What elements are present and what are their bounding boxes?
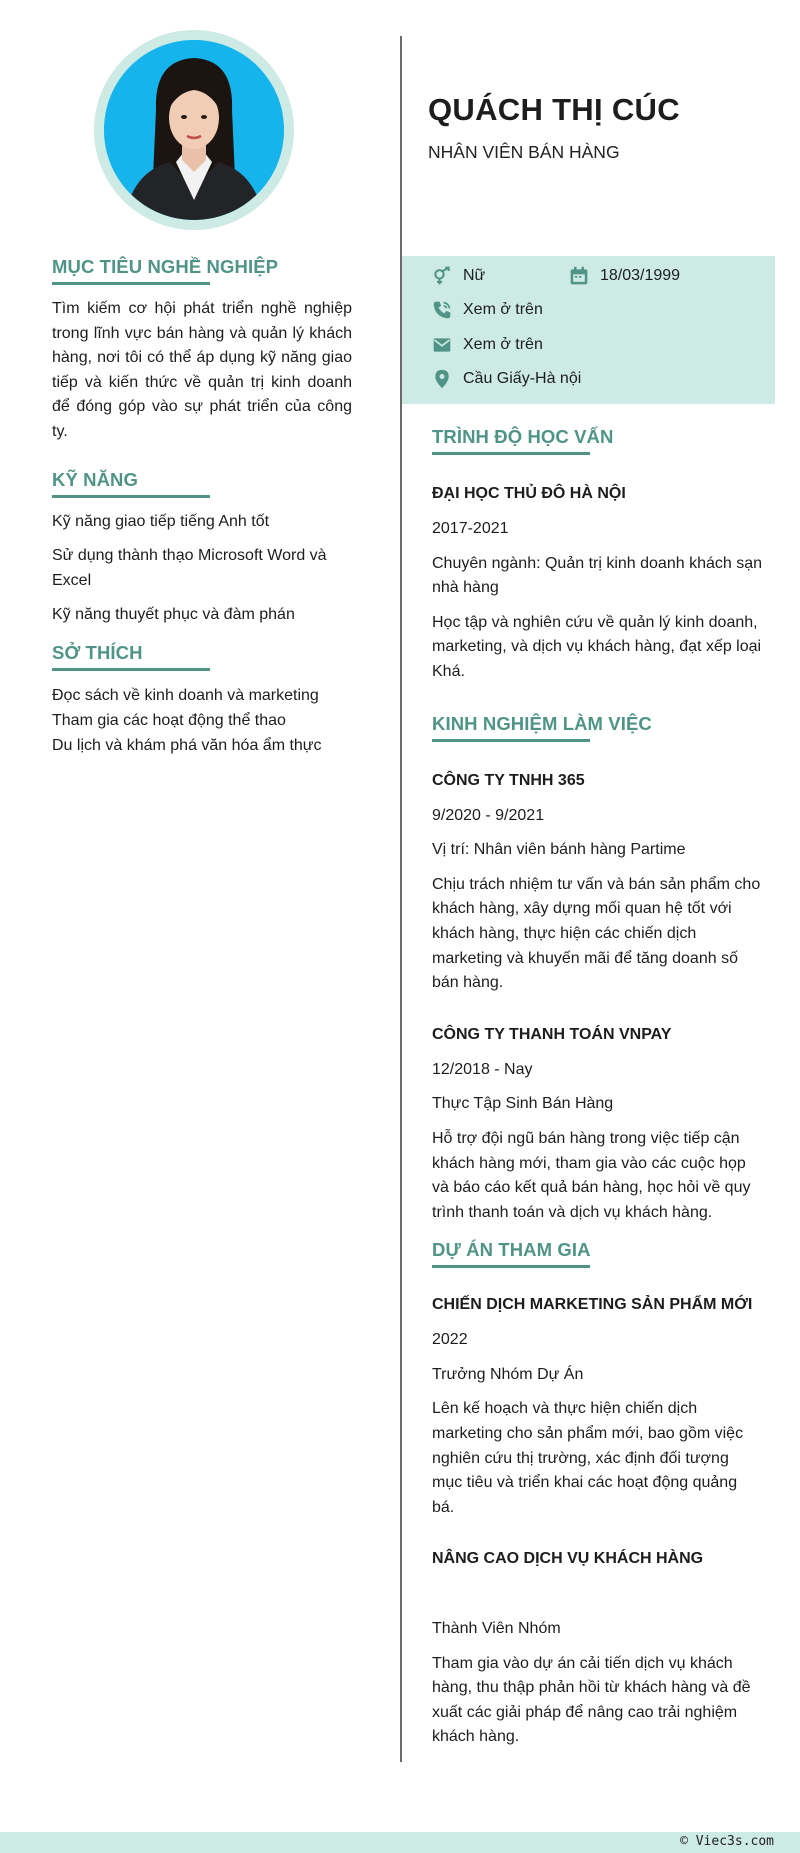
- location-icon: [432, 369, 452, 389]
- work-period: 9/2020 - 9/2021: [432, 806, 545, 824]
- project-name: NÂNG CAO DỊCH VỤ KHÁCH HÀNG: [432, 1550, 704, 1568]
- objective-title: MỤC TIÊU NGHỀ NGHIỆP: [52, 256, 279, 277]
- contact-panel: [402, 256, 775, 404]
- phone-value: Xem ở trên: [463, 301, 543, 318]
- project-description: Tham gia vào dự án cải tiến dịch vụ khách hàng, thu thập phản hồi từ khách hàng và đề xuất các giải pháp để nâng cao trải nghiệm khách hàng.: [432, 1654, 751, 1746]
- objective-text: Tìm kiếm cơ hội phát triển nghề nghiệp trong lĩnh vực bán hàng và quản lý khách hàng, nơi tôi có thể áp dụng kỹ năng giao tiếp và kiến thức về quản trị kinh doanh để đóng góp vào sự phát triển của công ty.: [52, 300, 352, 440]
- hobby-item: Đọc sách về kinh doanh và marketing: [52, 686, 319, 704]
- gender-icon: [432, 266, 452, 286]
- candidate-name: QUÁCH THỊ CÚC: [428, 92, 680, 127]
- gender-value: Nữ: [463, 267, 486, 284]
- contact-gender: [432, 266, 485, 286]
- education-underline: [432, 452, 590, 455]
- left-column: [52, 256, 352, 758]
- experience-underline: [432, 739, 590, 742]
- project-role: Thành Viên Nhóm: [432, 1620, 561, 1638]
- project-year: 2022: [432, 1331, 468, 1349]
- hobby-item: Tham gia các hoạt động thể thao: [52, 711, 286, 729]
- projects-title: DỰ ÁN THAM GIA: [432, 1239, 591, 1261]
- objective-underline: [52, 282, 210, 285]
- profile-photo: [104, 40, 284, 220]
- email-value: Xem ở trên: [463, 336, 543, 353]
- skill-item: Kỹ năng thuyết phục và đàm phán: [52, 606, 295, 624]
- skills-underline: [52, 495, 210, 498]
- work-description: Chịu trách nhiệm tư vấn và bán sản phẩm cho khách hàng, xây dựng mối quan hệ tốt với khách hàng, thực hiện các chiến dịch marketing và khuyến mãi để tăng doanh số bán hàng.: [432, 875, 761, 992]
- work-position: Thực Tập Sinh Bán Hàng: [432, 1095, 614, 1113]
- footer-copyright: © Viec3s.com: [680, 1834, 774, 1849]
- project-year: [432, 1582, 762, 1607]
- contact-email: [432, 335, 543, 355]
- education-period: 2017-2021: [432, 520, 509, 537]
- hobby-item: Du lịch và khám phá văn hóa ẩm thực: [52, 736, 322, 754]
- address-value: Cầu Giấy-Hà nội: [463, 370, 582, 387]
- work-period: 12/2018 - Nay: [432, 1060, 533, 1078]
- avatar: [104, 40, 284, 220]
- skill-item: Sử dụng thành thạo Microsoft Word và Excel: [52, 547, 327, 589]
- skill-item: Kỹ năng giao tiếp tiếng Anh tốt: [52, 512, 270, 530]
- hobbies-title: SỞ THÍCH: [52, 641, 143, 663]
- education-title: TRÌNH ĐỘ HỌC VẤN: [432, 426, 614, 447]
- avatar-frame: [94, 30, 294, 230]
- work-position: Vị trí: Nhân viên bánh hàng Partime: [432, 841, 686, 859]
- contact-phone: [432, 300, 543, 320]
- skills-title: KỸ NĂNG: [52, 468, 139, 490]
- phone-icon: [432, 300, 452, 320]
- birthday-value: 18/03/1999: [600, 267, 681, 284]
- school-name: ĐẠI HỌC THỦ ĐÔ HÀ NỘI: [432, 485, 626, 502]
- education-description: Học tập và nghiên cứu về quản lý kinh doanh, marketing, và dịch vụ khách hàng, đạt xếp loại Khá.: [432, 613, 762, 680]
- project-name: CHIẾN DỊCH MARKETING SẢN PHẨM MỚI: [432, 1296, 753, 1314]
- right-column: [432, 426, 762, 1750]
- projects-underline: [432, 1265, 590, 1268]
- contact-address: [432, 369, 581, 389]
- mail-icon: [432, 335, 452, 355]
- footer-bar: [0, 1832, 800, 1853]
- experience-title: KINH NGHIỆM LÀM VIỆC: [432, 712, 652, 734]
- job-title: NHÂN VIÊN BÁN HÀNG: [428, 142, 620, 162]
- calendar-icon: [569, 266, 589, 286]
- company-name: CÔNG TY THANH TOÁN VNPAY: [432, 1025, 672, 1043]
- education-major: Chuyên ngành: Quản trị kinh doanh khách sạn nhà hàng: [432, 554, 763, 597]
- project-role: Trưởng Nhóm Dự Án: [432, 1365, 584, 1383]
- project-description: Lên kế hoạch và thực hiện chiến dịch marketing cho sản phẩm mới, bao gồm việc nghiên cứu thị trường, xác định đối tượng mục tiêu và triển khai các hoạt động quảng bá.: [432, 1400, 744, 1516]
- hobbies-underline: [52, 668, 210, 671]
- contact-birthday: [569, 266, 680, 286]
- company-name: CÔNG TY TNHH 365: [432, 771, 585, 789]
- work-description: Hỗ trợ đội ngũ bán hàng trong việc tiếp cận khách hàng mới, tham gia vào các cuộc họp và báo cáo kết quả bán hàng, học hỏi về quy trình thanh toán và dịch vụ khách hàng.: [432, 1129, 751, 1221]
